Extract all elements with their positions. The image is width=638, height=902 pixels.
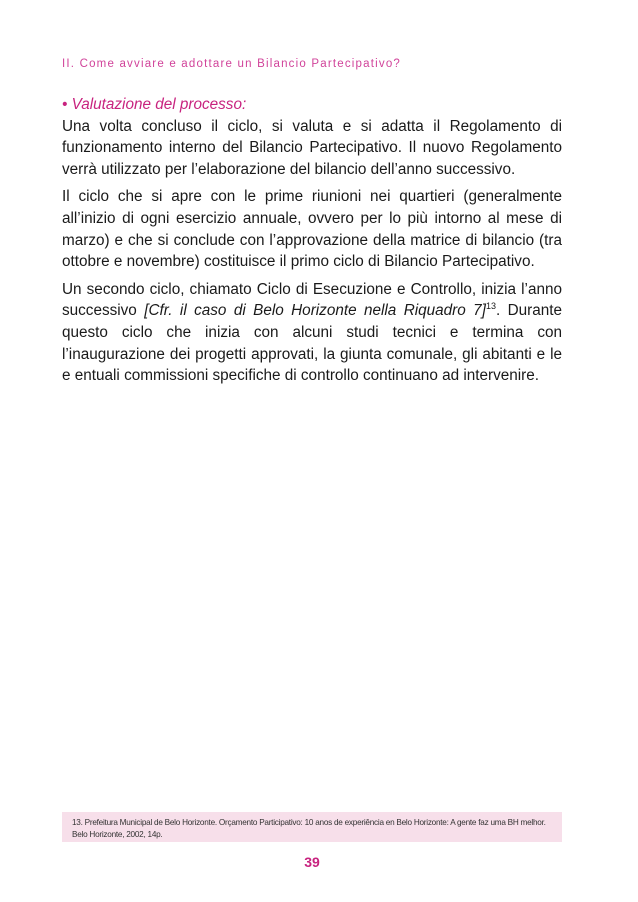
cross-reference: [Cfr. il caso di Belo Horizonte nella Riquadro 7] xyxy=(144,302,486,320)
page-number: 39 xyxy=(304,854,320,870)
body-content xyxy=(62,94,562,393)
footnote-text: 13. Prefeitura Municipal de Belo Horizonte. Orçamento Participativo: 10 anos de experiência en Belo Horizonte: A gente faz uma BH melhor. Belo Horizonte, 2002, 14p. xyxy=(72,818,546,839)
paragraph-3-start: Un secondo ciclo, chiamato Ciclo di Esecuzione e Controllo, inizia l’anno successivo xyxy=(62,280,562,320)
footnote xyxy=(62,812,562,842)
footnote-marker: 13 xyxy=(485,301,496,312)
running-header: II. Come avviare e adottare un Bilancio Partecipativo? xyxy=(62,58,402,70)
paragraph-1: Una volta concluso il ciclo, si valuta e si adatta il Regolamento di funzionamento interno del Bilancio Partecipativo. Il nuovo Regolamento verrà utilizzato per l’elaborazione del bilancio dell’anno successivo. xyxy=(62,117,562,178)
paragraph-3 xyxy=(62,279,562,387)
paragraph-3-end: . Durante questo ciclo che inizia con alcuni studi tecnici e termina con l’inaugurazione dei progetti approvati, la giunta comunale, gli abitanti e le e entuali commissioni specifiche di controllo continuano ad intervenire. xyxy=(62,302,563,385)
section-heading: • Valutazione del processo: xyxy=(62,96,247,113)
paragraph-2: Il ciclo che si apre con le prime riunioni nei quartieri (generalmente all’inizio di ogni esercizio annuale, ovvero per lo più intorno al mese di marzo) e che si conclude con l’approvazione della matrice di bilancio (tra ottobre e novembre) costituisce il primo ciclo di Bilancio Partecipativo. xyxy=(62,188,562,271)
